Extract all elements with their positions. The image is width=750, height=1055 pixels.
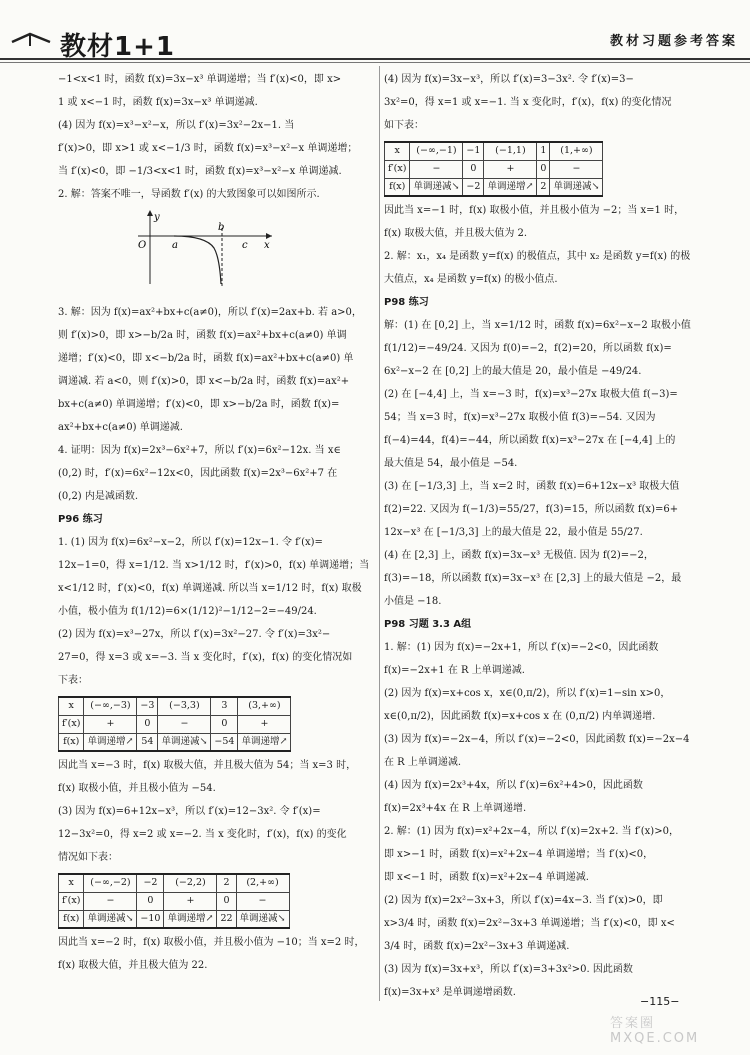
text-line: 调递减. 若 a<0，则 f′(x)>0，即 x<−b/2a 时，函数 f(x)=ax²+ [58, 376, 350, 387]
table-cell: f(x) [59, 733, 84, 751]
text-line: (3) 在 [−1/3,3] 上，当 x=2 时，函数 f(x)=6+12x−x³ 取极大值 [384, 481, 680, 492]
text-line: (3) 因为 f(x)=−2x−4，所以 f′(x)=−2<0，因此函数 f(x)=−2x−4 [384, 734, 690, 745]
table-row [385, 160, 603, 178]
table-cell: 0 [463, 160, 484, 178]
text-line: 2. 解：答案不唯一，导函数 f′(x) 的大致图象可以如图所示. [58, 189, 320, 200]
table-cell: −1 [463, 142, 484, 160]
header-rule [0, 58, 750, 60]
text-line: 下表： [58, 675, 88, 686]
text-line: f(x) 取极大值，并且极大值为 22. [58, 960, 208, 971]
table-row [385, 178, 603, 196]
table-cell: 单调递减↘ [410, 178, 463, 196]
book-logo-icon [10, 30, 52, 46]
left-column [58, 68, 374, 977]
section-title: P98 习题 3.3 A组 [384, 619, 472, 630]
text-line: f(x) 取极大值，并且极大值为 2. [384, 228, 528, 239]
text-line: 则 f′(x)>0，即 x>−b/2a 时，函数 f(x)=ax²+bx+c(a≠0) 单调 [58, 330, 347, 341]
text-line: 3/4 时，函数 f(x)=2x²−3x+3 单调递减. [384, 941, 570, 952]
table-row [59, 733, 291, 751]
header-rule-thin [0, 62, 750, 63]
watermark: 答案圈 MXQE.COM [610, 1016, 700, 1046]
text-line: 54；当 x=3 时，f(x)=x³−27x 取极小值 f(3)=−54. 又因为 [384, 412, 656, 423]
table-cell: 单调递减↘ [550, 178, 603, 196]
text-line: f′(x)>0，即 x>1 或 x<−1/3 时，函数 f(x)=x³−x²−x 单调递增； [58, 143, 358, 154]
derivative-graph [130, 208, 280, 286]
graph-label-a: a [172, 240, 178, 251]
table-cell: 54 [137, 733, 158, 751]
table-cell: − [84, 892, 137, 910]
text-line: x>3/4 时，函数 f(x)=2x²−3x+3 单调递增；当 f′(x)<0，即 x< [384, 918, 675, 929]
table-row [385, 142, 603, 160]
text-line: 1 或 x<−1 时，函数 f(x)=3x−x³ 单调递减. [58, 97, 258, 108]
table-cell: − [550, 160, 603, 178]
table-row [59, 910, 290, 928]
graph-label-x: x [264, 240, 270, 251]
text-line: 1. 解：(1) 因为 f(x)=−2x+1，所以 f′(x)=−2<0，因此函数 [384, 642, 659, 653]
table-cell: 单调递增↗ [84, 733, 137, 751]
page-number: −115− [640, 995, 680, 1008]
table-cell: 单调递增↗ [238, 733, 291, 751]
table-cell: f′(x) [385, 160, 410, 178]
text-line: (4) 因为 f(x)=3x−x³，所以 f′(x)=3−3x². 令 f′(x)=3− [384, 74, 634, 85]
text-line: 情况如下表： [58, 852, 118, 863]
table-cell: 0 [537, 160, 550, 178]
text-line: f(x) 取极小值，并且极小值为 −54. [58, 783, 216, 794]
right-column [384, 68, 704, 1004]
text-line: 解：(1) 在 [0,2] 上，当 x=1/12 时，函数 f(x)=6x²−x−2 取极小值 [384, 320, 691, 331]
text-line: 12x−x³ 在 [−1/3,3] 上的最大值是 22，最小值是 55/27. [384, 527, 643, 538]
text-line: 在 R 上单调递减. [384, 757, 462, 768]
table-cell: x [59, 874, 84, 892]
text-line: 4. 证明：因为 f(x)=2x³−6x²+7，所以 f′(x)=6x²−12x. 当 x∈ [58, 445, 341, 456]
column-divider [379, 66, 380, 1001]
table-cell: (−∞,−1) [410, 142, 463, 160]
table-cell: + [164, 892, 217, 910]
text-line: 3x²=0，得 x=1 或 x=−1. 当 x 变化时，f′(x)，f(x) 的变化情况 [384, 97, 672, 108]
table-cell: (−∞,−2) [84, 874, 137, 892]
text-line: f(x)=3x+x³ 是单调递增函数. [384, 987, 516, 998]
text-line: (4) 因为 f(x)=x³−x²−x，所以 f′(x)=3x²−2x−1. 当 [58, 120, 295, 131]
text-line: (4) 因为 f(x)=2x³+4x，所以 f′(x)=6x²+4>0，因此函数 [384, 780, 643, 791]
text-line: (0,2) 时，f′(x)=6x²−12x<0，因此函数 f(x)=2x³−6x²+7 在 [58, 468, 338, 479]
text-line: 因此当 x=−3 时，f(x) 取极大值，并且极大值为 54；当 x=3 时， [58, 760, 357, 771]
table-cell: x [385, 142, 410, 160]
table-cell: 单调递增↗ [484, 178, 537, 196]
table-cell: 1 [537, 142, 550, 160]
text-line: f(1/12)=−49/24. 又因为 f(0)=−2，f(2)=20，所以函数 f(x)= [384, 343, 672, 354]
table-cell: 0 [211, 715, 238, 733]
text-line: ax²+bx+c(a≠0) 单调递减. [58, 422, 183, 433]
table-cell: (−1,1) [484, 142, 537, 160]
text-line: 12−3x²=0，得 x=2 或 x=−2. 当 x 变化时，f′(x)，f(x) 的变化 [58, 829, 347, 840]
text-line: 小值是 −18. [384, 596, 442, 607]
text-line: 如下表： [384, 120, 424, 131]
text-line: (2) 因为 f(x)=x+cos x，x∈(0,π/2)，所以 f′(x)=1−sin x>0， [384, 688, 671, 699]
graph-label-o: O [138, 240, 147, 251]
table-cell: 0 [137, 892, 164, 910]
text-line: (2) 因为 f(x)=2x²−3x+3，所以 f′(x)=4x−3. 当 f′(x)>0，即 [384, 895, 663, 906]
table-row [59, 697, 291, 715]
text-line: x∈(0,π/2)，因此函数 f(x)=x+cos x 在 (0,π/2) 内单调递增. [384, 711, 656, 722]
text-line: 当 f′(x)<0，即 −1/3<x<1 时，函数 f(x)=x³−x²−x 单调递减. [58, 166, 342, 177]
text-line: f(2)=22. 又因为 f(−1/3)=55/27，f(3)=15，所以函数 f(x)=6+ [384, 504, 679, 515]
table-cell: (2,+∞) [236, 874, 289, 892]
table-cell: 单调递减↘ [158, 733, 211, 751]
text-line: f(3)=−18，所以函数 f(x)=3x−x³ 在 [2,3] 上的最大值是 −2，最 [384, 573, 682, 584]
text-line: f(−4)=44，f(4)=−44，所以函数 f(x)=x³−27x 在 [−4,4] 上的 [384, 435, 676, 446]
text-line: 2. 解：x₁，x₄ 是函数 y=f(x) 的极值点，其中 x₂ 是函数 y=f(x) 的极 [384, 251, 691, 262]
text-line: 大值点，x₄ 是函数 y=f(x) 的极小值点. [384, 274, 558, 285]
graph-curve [174, 236, 221, 284]
graph-label-c: c [242, 240, 248, 251]
variation-table-3 [384, 141, 603, 197]
variation-table-2 [58, 873, 290, 929]
text-line: (3) 因为 f(x)=3x+x³，所以 f′(x)=3+3x²>0. 因此函数 [384, 964, 633, 975]
table-cell: 3 [211, 697, 238, 715]
text-line: bx+c(a≠0) 单调递增；f′(x)<0，即 x>−b/2a 时，函数 f(x)= [58, 399, 340, 410]
text-line: 3. 解：因为 f(x)=ax²+bx+c(a≠0)，所以 f′(x)=2ax+b. 若 a>0， [58, 307, 362, 318]
brand-logo: 教材1+1 [60, 32, 175, 62]
table-cell: f(x) [59, 910, 84, 928]
table-cell: −10 [137, 910, 164, 928]
text-line: −1<x<1 时，函数 f(x)=3x−x³ 单调递增；当 f′(x)<0，即 x> [58, 74, 342, 85]
table-cell: − [236, 892, 289, 910]
text-line: 12x−1=0，得 x=1/12. 当 x>1/12 时，f′(x)>0，f(x) 单调递增；当 [58, 560, 370, 571]
text-line: 最大值是 54，最小值是 −54. [384, 458, 518, 469]
text-line: 因此当 x=−1 时，f(x) 取极小值，并且极小值为 −2；当 x=1 时， [384, 205, 685, 216]
table-cell: + [238, 715, 291, 733]
text-line: 27=0，得 x=3 或 x=−3. 当 x 变化时，f′(x)，f(x) 的变化情况如 [58, 652, 353, 663]
text-line: 即 x>−1 时，函数 f(x)=x²+2x−4 单调递增；当 f′(x)<0， [384, 849, 654, 860]
table-cell: f′(x) [59, 892, 84, 910]
table-cell: f′(x) [59, 715, 84, 733]
table-cell: − [410, 160, 463, 178]
text-line: x<1/12 时，f′(x)<0，f(x) 单调递减. 所以当 x=1/12 时，f(x) 取极 [58, 583, 362, 594]
table-cell: −2 [137, 874, 164, 892]
text-line: 即 x<−1 时，函数 f(x)=x²+2x−4 单调递减. [384, 872, 589, 883]
variation-table-1 [58, 696, 291, 752]
graph-y-arrow [147, 210, 153, 216]
graph-label-y: y [154, 212, 160, 223]
table-cell: (−∞,−3) [84, 697, 137, 715]
table-cell: + [484, 160, 537, 178]
table-cell: 22 [217, 910, 236, 928]
text-line: 1. (1) 因为 f(x)=6x²−x−2，所以 f′(x)=12x−1. 令 f′(x)= [58, 537, 323, 548]
table-cell: f(x) [385, 178, 410, 196]
table-cell: (−3,3) [158, 697, 211, 715]
text-line: (2) 因为 f(x)=x³−27x，所以 f′(x)=3x²−27. 令 f′(x)=3x²− [58, 629, 331, 640]
table-cell: 0 [137, 715, 158, 733]
text-line: f(x)=2x³+4x 在 R 上单调递增. [384, 803, 527, 814]
table-cell: 单调递增↗ [164, 910, 217, 928]
table-row [59, 892, 290, 910]
table-row [59, 874, 290, 892]
text-line: 小值，极小值为 f(1/12)=6×(1/12)²−1/12−2=−49/24. [58, 606, 317, 617]
table-cell: 单调递减↘ [236, 910, 289, 928]
section-title: P96 练习 [58, 514, 103, 525]
text-line: 2. 解：(1) 因为 f(x)=x²+2x−4，所以 f′(x)=2x+2. 当 f′(x)>0， [384, 826, 679, 837]
text-line: (2) 在 [−4,4] 上，当 x=−3 时，f(x)=x³−27x 取极大值 f(−3)= [384, 389, 678, 400]
table-row [59, 715, 291, 733]
page-header [0, 0, 750, 60]
table-cell: 2 [537, 178, 550, 196]
table-cell: − [158, 715, 211, 733]
table-cell: −2 [463, 178, 484, 196]
table-cell: 0 [217, 892, 236, 910]
text-line: 因此当 x=−2 时，f(x) 取极小值，并且极小值为 −10；当 x=2 时， [58, 937, 365, 948]
table-cell: x [59, 697, 84, 715]
header-section-title: 教材习题参考答案 [609, 34, 738, 49]
graph-label-b: b [218, 222, 225, 233]
table-cell: (1,+∞) [550, 142, 603, 160]
table-cell: −54 [211, 733, 238, 751]
table-cell: 2 [217, 874, 236, 892]
text-line: f(x)=−2x+1 在 R 上单调递减. [384, 665, 525, 676]
text-line: (4) 在 [2,3] 上，函数 f(x)=3x−x³ 无极值. 因为 f(2)=−2， [384, 550, 654, 561]
text-line: (0,2) 内是减函数. [58, 491, 139, 502]
text-line: 6x²−x−2 在 [0,2] 上的最大值是 20，最小值是 −49/24. [384, 366, 642, 377]
text-line: 递增；f′(x)<0，即 x<−b/2a 时，函数 f(x)=ax²+bx+c(a≠0) 单 [58, 353, 354, 364]
table-cell: −3 [137, 697, 158, 715]
table-cell: + [84, 715, 137, 733]
table-cell: (3,+∞) [238, 697, 291, 715]
graph-x-arrow [266, 233, 272, 239]
section-title: P98 练习 [384, 297, 429, 308]
text-line: (3) 因为 f(x)=6+12x−x³，所以 f′(x)=12−3x². 令 f′(x)= [58, 806, 321, 817]
table-cell: (−2,2) [164, 874, 217, 892]
table-cell: 单调递减↘ [84, 910, 137, 928]
